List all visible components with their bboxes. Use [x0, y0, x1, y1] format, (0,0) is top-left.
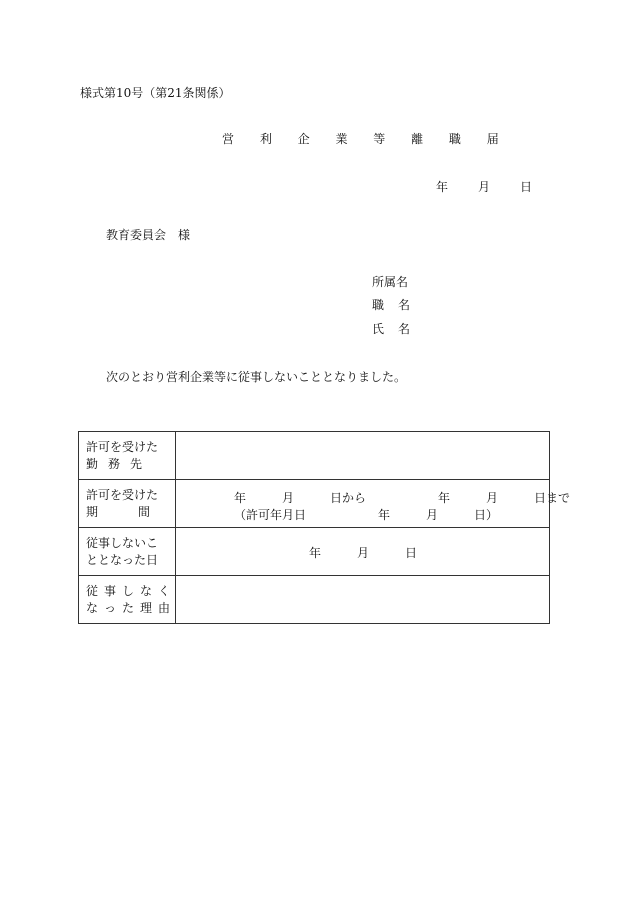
label-line: 許可を受けた: [86, 439, 159, 454]
document-title: 営 利 企 業 等 離 職 届: [222, 132, 510, 146]
table-row: [79, 432, 550, 480]
workplace-field[interactable]: [176, 432, 550, 480]
row-label-quit-date: [79, 528, 176, 576]
date-day-label: 日: [520, 180, 533, 194]
name-label: 氏名: [372, 322, 425, 336]
row-label-workplace: [79, 432, 176, 480]
addressee: 教育委員会 様: [106, 228, 191, 242]
table-row: [79, 480, 550, 528]
affiliation-label: 所属名: [372, 275, 409, 289]
statement-text: 次のとおり営利企業等に従事しないこととなりました。: [106, 370, 407, 384]
form-number: 様式第10号（第21条関係）: [80, 86, 231, 100]
date-year-label: 年: [436, 180, 449, 194]
row-label-reason: [79, 576, 176, 624]
submission-date: [436, 178, 532, 195]
label-line: 期間: [86, 504, 191, 519]
table-row: [79, 528, 550, 576]
period-field[interactable]: [176, 480, 571, 528]
date-month-label: 月: [478, 180, 491, 194]
label-line: 従事しなく: [86, 583, 177, 598]
details-table: [78, 431, 571, 624]
label-line: 従事しないこ: [86, 535, 159, 550]
label-line: 許可を受けた: [86, 487, 159, 502]
label-line: なった理由: [86, 600, 177, 615]
reason-field[interactable]: [176, 576, 550, 624]
permission-date-text: （許可年月日 年 月 日）: [234, 508, 499, 522]
table-row: [79, 576, 550, 624]
row-label-period: [79, 480, 191, 528]
quit-date-text: 年 月 日: [309, 546, 418, 560]
position-label: 職名: [372, 298, 425, 312]
quit-date-field[interactable]: [176, 528, 550, 576]
label-line: 勤務先: [86, 456, 153, 471]
label-line: ととなった日: [86, 552, 159, 567]
period-range-text: 年 月 日から 年 月 日まで: [234, 491, 571, 505]
